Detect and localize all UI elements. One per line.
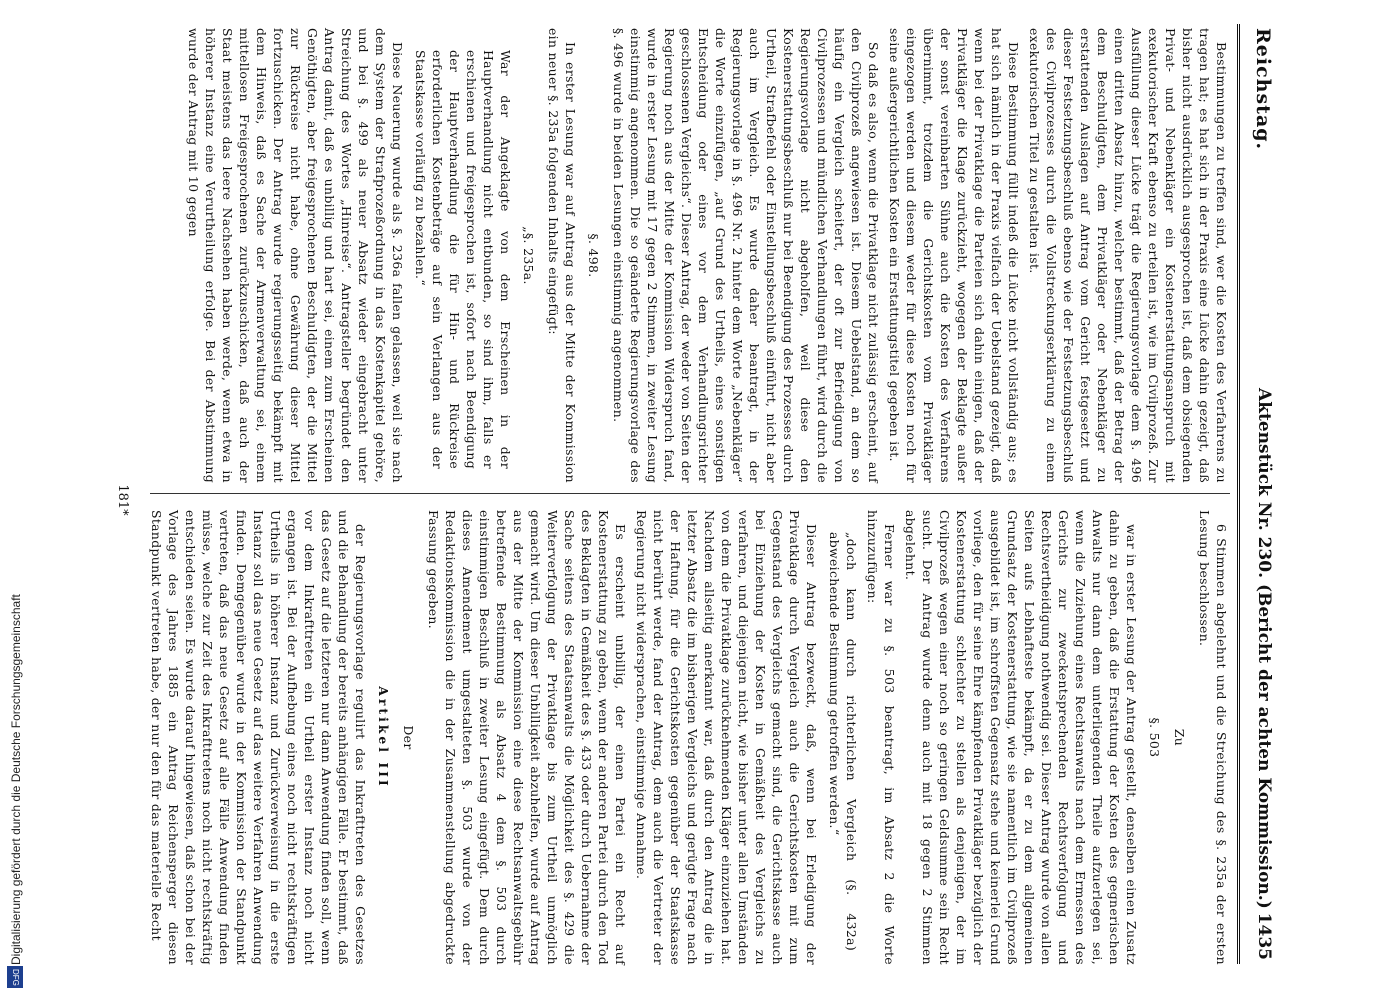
right-paragraph-3: Ferner war zu §. 503 beantragt, im Absatz 2 die Worte hinzuzufügen:: [865, 510, 897, 965]
dfg-logo-icon: DFG: [7, 966, 23, 988]
header-title: [1254, 388, 1274, 909]
section-heading-503: §. 503: [1147, 717, 1162, 758]
left-column: [181, 28, 1230, 483]
page-number: 1435: [1254, 912, 1274, 960]
header-note: (Bericht der achten Kommission.): [1254, 583, 1274, 909]
header-left: Reichstag.: [1252, 28, 1274, 151]
section-heading-498: §. 498.: [586, 233, 601, 278]
artikel-heading: Artikel III: [376, 686, 391, 789]
column-divider: [150, 493, 1230, 494]
digitization-credit: [4, 0, 26, 1000]
left-paragraph-1: Bestimmungen zu treffen sind, wer die Kosten des Verfahrens zu tragen hat; es hat sich in der Praxis eine Lücke dahin gezeigt, daß bisher nicht ausdrücklich ausgesprochen ist, daß dem obsiegenden Privat- und Nebenkläger ein Kostenerstattungsanspruch mit exekutorischer Kraft ebenso zu erteilen ist, wie im Civilprozeß. Zur Ausfüllung dieser Lücke trägt die Regierungsvorlage dem §. 496 einen dritten Absatz hinzu, welcher bestimmt, daß der Betrag der dem Beschuldigten, dem Privatkläger oder Nebenkläger zu erstattenden Auslagen auf Antrag vom Gericht festgesetzt und dieser Festsetzungsbeschluß ebenso wie der Festsetzungsbeschluß des Civilprozesses durch die Vollstreckungserklärung zu einem exekutorischen Titel zu gestalten ist.: [1027, 28, 1229, 483]
right-paragraph-6: der Regierungsvorlage regulirt das Inkrafttreten des Gesetzes und die Behandlung der bereits anhängigen Fälle. Er bestimmt, daß das Gesetz auf die letzteren nur dann Anwendung finden soll, wenn vor dem Inkrafttreten ein Urtheil erster Instanz noch nicht ergangen ist. Bei der Aufhebung eines noch nicht rechtskräftigen Urtheils in höherer Instanz und Zurückverweisung in die erste Instanz soll das neue Gesetz auf das weitere Verfahren Anwendung finden. Demgegenüber wurde in der Kommission der Standpunkt vertreten, daß das neue Gesetz auf alle Fälle Anwendung finden müsse, welche zur Zeit des Inkrafttretens noch nicht rechtskräftig entschieden seien. Es wurde darauf hingewiesen, daß schon bei der Vorlage des Jahres 1885 ein Antrag Reichensperger diesen Standpunkt vertreten habe, der nur den für das materielle Recht: [149, 510, 368, 965]
left-paragraph-5: Diese Neuerung wurde als §. 236a fallen gelassen, weil sie nach dem System der Strafprozeßordnung in das Kostenkapitel gehöre, und bei §. 499 als neuer Absatz wieder eingebracht unter Streichung des Wortes „Hinreise“. Antragsteller begründet den Antrag damit, daß es unbillig und hart sei, einem zum Erscheinen Genöthigten, aber freigesprochenen Beschuldigten, der die Mittel zur Rückreise nicht habe, ohne Gewährung dieser Mittel fortzuschicken. Der Antrag wurde regierungsseitig bekämpft mit dem Hinweis, daß es Sache der Armenverwaltung sei, einem mittellosen Freigesprochenen zurückzuschicken, daß auch der Staat meistens das leere Nachsehen haben werde, wenn etwa in höherer Instanz eine Verurtheilung erfolge. Bei der Abstimmung wurde der Antrag mit 10 gegen: [186, 28, 405, 483]
right-paragraph-2: war in erster Lesung der Antrag gestellt, denselben einen Zusatz dahin zu geben, daß die Erstattung der Kosten des gegnerischen Anwalts nur dann dem unterliegenden Theile aufzuerlegen sei, wenn die Zuziehung eines Rechtsanwalts nach dem Ermessen des Gerichts zur zweckentsprechenden Rechtsverfolgung und Rechtsvertheidigung nothwendig sei. Dieser Antrag wurde von allen Seiten aufs Lebhafteste bekämpft, da er zu dem allgemeinen Grundsatz der Kostenerstattung, wie sie namentlich im Civilprozeß ausgebildet ist, im schroffsten Gegensatz stehe und keinerlei Grund vorliege, den für seine Ehre kämpfenden Privatkläger bezüglich der Kostenerstattung schlechter zu stellen als denjenigen, der im Civilprozeß wegen einer noch so geringen Geldsumme sein Recht sucht. Der Antrag wurde denn auch mit 18 gegen 2 Stimmen abgelehnt.: [903, 510, 1139, 965]
footnote-signature: 181*: [115, 484, 130, 516]
header-rule: [1237, 24, 1240, 964]
right-column: [144, 510, 1230, 965]
section-heading-235a: „§. 235a.: [521, 226, 536, 285]
right-paragraph-1: 6 Stimmen abgelehnt und die Streichung des §. 235a der ersten Lesung beschlossen.: [1197, 510, 1229, 965]
zu-label: Zu: [1172, 728, 1187, 747]
der-label: Der: [401, 725, 416, 750]
quote-235a: War der Angeklagte von dem Erscheinen in der Hauptverhandlung nicht entbunden, so sind ihm, falls er erschienen und freigesprochen ist, sofort nach Beendigung der Hauptverhandlung die für Hin- und Rückreise erforderlichen Kostenbeträge auf sein Verlangen aus der Staatskasse vorläufig zu bezahlen.“: [413, 50, 513, 469]
right-paragraph-4: Dieser Antrag bezweckt, daß, wenn bei Erledigung der Privatklage durch Vergleich auch die Gerichtskosten mit zum Gegenstand des Vergleichs gemacht sind, die Gerichtskasse auch bei Einziehung der Kosten in Gemäßheit des Vergleichs zu verfahren, und diejenigen nicht, wie bisher unter allen Umständen von dem die Privatklage zurücknehmenden Kläger einzuziehen hat. Nachdem allseitig anerkannt war, daß durch den Antrag die in letzter Absatz die im bisherigen Vergleichs und gerügte Frage nach der Haftung, für die Gerichtskosten gegenüber der Staatskasse nicht berührt werde, fand der Antrag, dem auch die Vertreter der Regierung nicht widersprachen, einstimmige Annahme.: [634, 510, 819, 965]
page-header: [1244, 28, 1278, 960]
credit-text: Digitalisierung gefördert durch die Deutsche Forschungsgemeinschaft: [9, 594, 23, 965]
left-paragraph-3: So daß es also, wenn die Privatklage nicht zulässig erscheint, auf den Civilprozeß angewiesen ist. Diesem Uebelstand, an dem so häufig ein Vergleich scheitert, der oft zur Befriedigung von Civilprozessen und mündlichen Verhandlungen führt, wird durch die Regierungsvorlage nicht abgeholfen, weil diese den Kostenerstattungsbeschluß nur bei Beendigung des Prozesses durch Urtheil, Strafbefehl oder Einstellungsbeschluß einführt, nicht aber auch im Vergleich. Es wurde daher beantragt, in der Regierungsvorlage in §. 496 Nr. 2 hinter dem Worte „Nebenkläger“ die Worte einzufügen, „auf Grund des Urtheils, eines sonstigen Entscheidung oder eines vor dem Verhandlungsrichter geschlossenen Vergleichs“. Dieser Antrag, der weder von Seiten der Regierung noch aus der Mitte der Kommission Widerspruch fand, wurde in erster Lesung mit 17 gegen 2 Stimmen, in zweiter Lesung einstimmig angenommen. Die so geänderte Regierungsvorlage des §. 496 wurde in beiden Lesungen einstimmig angenommen.: [611, 28, 881, 483]
left-paragraph-2: Diese Bestimmung füllt indeß die Lücke nicht vollständig aus; es hat sich nämlich in der Praxis vielfach der Uebelstand gezeigt, daß wenn bei der Privatklage die Parteien sich dahin einigen, daß der Privatkläger die Klage zurückzieht, wogegen der Beklagte außer der sonst vereinbarten Sühne auch die Kosten des Verfahrens übernimmt, trotzdem die Gerichtskosten vom Privatkläger eingezogen werden und diesem weder für diese Kosten noch für seine außergerichtlichen Kosten ein Erstattungstitel gegeben ist.: [887, 28, 1021, 483]
right-paragraph-5: Es erscheint unbillig, der einen Partei ein Recht auf Kostenerstattung zu geben, wenn der anderen Partei durch den Tod des Beklagten in Gemäßheit des §. 433 oder durch Uebernahme der Sache seitens des Staatsanwalts die Möglichkeit des §. 429 die Weiterverfolgung der Privatklage bis zum Urtheil unmöglich gemacht wird. Um dieser Unbilligkeit abzuhelfen, wurde auf Antrag aus der Mitte der Kommission eine diese Rechtsanwaltsgebühr betreffende Bestimmung als Absatz 4 dem §. 503 durch einstimmigen Beschluß in zweiter Lesung eingefügt. Dem durch dieses Amendement umgestalteten §. 503 wurde von der Redaktionskommission die in der Zusammenstellung abgedruckte Fassung gegeben.: [426, 510, 628, 965]
left-paragraph-4: In erster Lesung war auf Antrag aus der Mitte der Kommission ein neuer §. 235a folgenden Inhalts eingefügt:: [546, 28, 578, 483]
quote-503: „doch kann durch richterlichen Vergleich (§. 432a) abweichende Bestimmung getroffen werden.“: [827, 532, 859, 951]
header-document-number: Aktenstück Nr. 230.: [1254, 388, 1274, 579]
